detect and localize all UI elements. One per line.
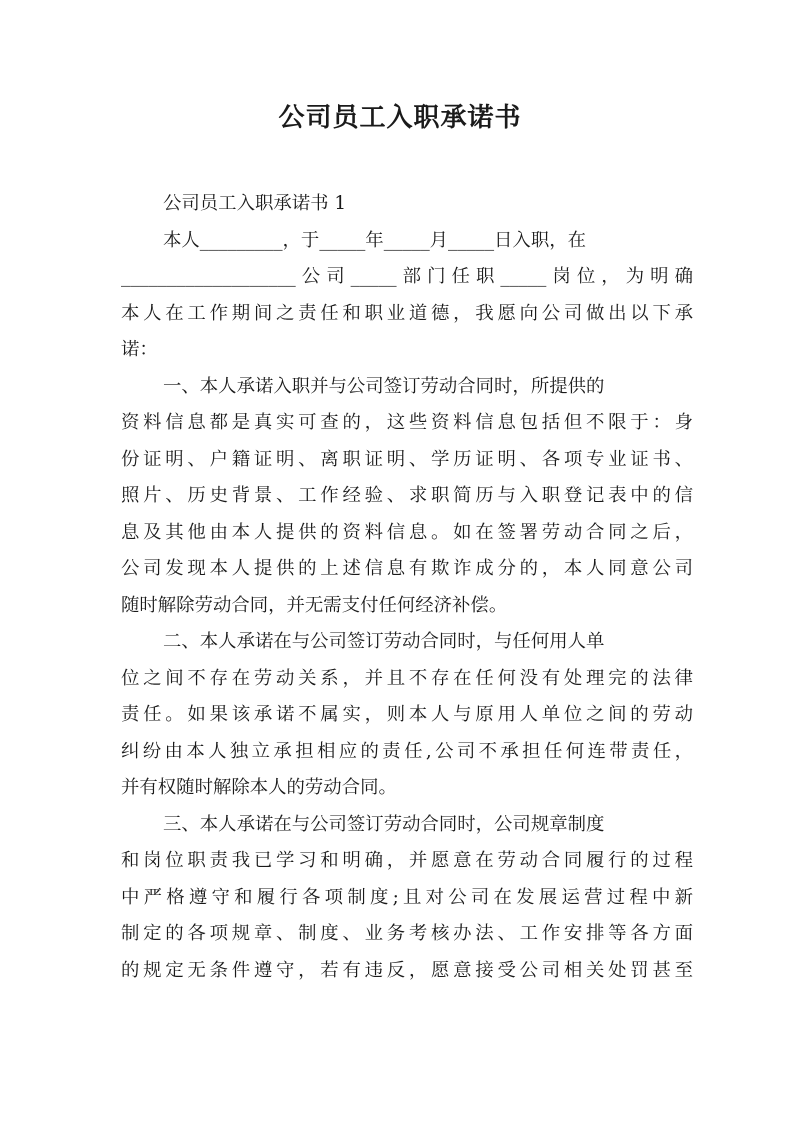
paragraph-line: 和岗位职责我已学习和明确，并愿意在劳动合同履行的过程 (121, 850, 693, 871)
paragraph-line: 并有权随时解除本人的劳动合同。 (121, 777, 397, 798)
paragraph-line: 中严格遵守和履行各项制度;且对公司在发展运营过程中新 (121, 886, 693, 908)
paragraph-line: 诺： (121, 339, 158, 360)
paragraph-line: 资料信息都是真实可查的，这些资料信息包括但不限于：身 (121, 412, 693, 433)
document-body (121, 186, 693, 989)
paragraph-line: 二、本人承诺在与公司签订劳动合同时，与任何用人单 (163, 631, 605, 652)
paragraph-line: 三、本人承诺在与公司签订劳动合同时，公司规章制度 (163, 813, 605, 835)
paragraph-line: 随时解除劳动合同，并无需支付任何经济补偿。 (121, 594, 508, 616)
paragraph-line: 份证明、户籍证明、离职证明、学历证明、各项专业证书、 (121, 448, 693, 470)
paragraph-line: 照片、历史背景、工作经验、求职简历与入职登记表中的信 (121, 485, 693, 506)
paragraph-line: 责任。如果该承诺不属实，则本人与原用人单位之间的劳动 (121, 704, 693, 725)
paragraph-line: 公司发现本人提供的上述信息有欺诈成分的，本人同意公司 (121, 558, 693, 579)
paragraph-line: 本人在工作期间之责任和职业道德，我愿向公司做出以下承 (121, 302, 693, 324)
section-heading: 公司员工入职承诺书 1 (163, 193, 347, 214)
paragraph-line: 息及其他由本人提供的资料信息。如在签署劳动合同之后， (121, 521, 693, 543)
paragraph-line: 制定的各项规章、制度、业务考核办法、工作安排等各方面 (121, 923, 693, 944)
paragraph-line: 纠纷由本人独立承担相应的责任,公司不承担任何连带责任， (121, 740, 693, 762)
paragraph-line: 本人_________，于_____年_____月_____日入职，在 (163, 229, 586, 251)
paragraph-line: 的规定无条件遵守，若有违反，愿意接受公司相关处罚甚至 (121, 959, 693, 981)
paragraph-line: 位之间不存在劳动关系，并且不存在任何没有处理完的法律 (121, 667, 693, 689)
paragraph-line: 一、本人承诺入职并与公司签订劳动合同时，所提供的 (163, 375, 605, 397)
paragraph-line: ___________________公司_____部门任职_____岗位，为明确 (121, 266, 693, 287)
document-title: 公司员工入职承诺书 (278, 103, 522, 133)
